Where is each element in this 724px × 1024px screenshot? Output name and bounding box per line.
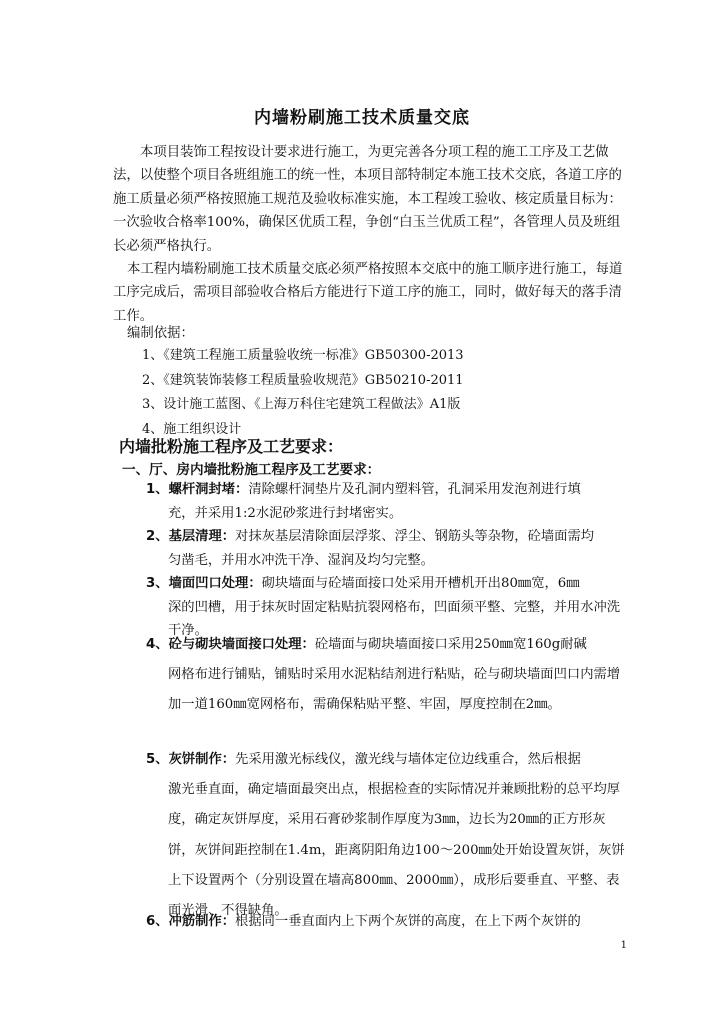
list-item	[146, 630, 631, 719]
item-label: 砼与砌块墙面接口处理：	[168, 637, 315, 652]
basis-list	[142, 344, 464, 442]
item-number: 3、	[146, 576, 169, 591]
item-text: 根据同一垂直面内上下两个灰饼的高度，在上下两个灰饼的	[235, 914, 581, 929]
item-text: 网格布进行铺贴，铺贴时采用水泥粘结剂进行粘贴，砼与砌块墙面凹口内需增加一道160㎜宽网格布，需确保粘贴平整、牢固，厚度控制在2㎜。	[168, 666, 621, 712]
item-text: 先采用激光标线仪，激光线与墙体定位边线重合，然后根据	[235, 752, 581, 767]
item-number: 6、	[146, 914, 169, 929]
basis-item: 3、设计施工蓝图、《上海万科住宅建筑工程做法》A1版	[142, 397, 461, 413]
item-number: 5、	[146, 752, 169, 767]
item-text: 充，并采用1:2水泥砂浆进行封堵密实。	[168, 505, 403, 521]
basis-item: 1、《建筑工程施工质量验收统一标准》GB50300-2013	[142, 348, 464, 363]
intro-paragraph-2-text: 本工程内墙粉刷施工技术质量交底必须严格按照本交底中的施工顺序进行施工，每道工序完成后，需项目部验收合格后方能进行下道工序的施工，同时，做好每天的落手清工作。	[113, 262, 623, 324]
list-item	[146, 478, 631, 525]
item-text: 砌块墙面与砼墙面接口处采用开槽机开出80㎜宽，6㎜	[261, 576, 580, 591]
subsection-heading: 一、厅、房内墙批粉施工程序及工艺要求：	[122, 462, 381, 478]
intro-paragraph-1-text: 本项目装饰工程按设计要求进行施工，为更完善各分项工程的施工工序及工艺做法，以使整个项目各班组施工的统一性，本项目部特制定本施工技术交底，各道工序的施工质量必须严格按照施工规范及验收标准实施，本工程竣工验收、核定质量目标为：一次验收合格率100%，确保区优质工程，争创“白玉兰优质工程”，各管理人员及班组长必须严格执行。	[113, 145, 622, 254]
list-item	[146, 910, 631, 934]
page-number: 1	[620, 940, 627, 951]
basis-item: 4、施工组织设计	[142, 421, 242, 437]
item-label: 冲筋制作：	[168, 914, 236, 929]
section-heading: 内墙批粉施工程序及工艺要求：	[119, 437, 344, 456]
item-text: 深的凹槽，用于抹灰时固定粘贴抗裂网格布，凹面须平整、完整，并用水冲洗干净。	[168, 599, 621, 638]
item-label: 基层清理：	[168, 529, 236, 544]
item-label: 螺杆洞封堵：	[168, 482, 249, 497]
list-item	[146, 525, 631, 572]
item-number: 1、	[146, 482, 169, 497]
basis-item: 2、《建筑装饰装修工程质量验收规范》GB50210-2011	[142, 372, 464, 388]
item-text: 清除螺杆洞垫片及孔洞内塑料管，孔洞采用发泡剂进行填	[248, 482, 581, 497]
intro-paragraph-2	[113, 258, 633, 328]
item-number: 2、	[146, 529, 169, 544]
page-title: 内墙粉刷施工技术质量交底	[254, 108, 470, 128]
item-label: 墙面凹口处理：	[168, 576, 262, 591]
item-text: 对抹灰基层清除面层浮浆、浮尘、钢筋头等杂物，砼墙面需均	[235, 529, 595, 544]
list-item	[146, 745, 631, 926]
intro-paragraph-1	[113, 141, 633, 258]
basis-label: 编制依据：	[127, 326, 194, 341]
item-text: 激光垂直面，确定墙面最突出点，根据检查的实际情况并兼顾批粉的总平均厚度，确定灰饼厚度，采用石膏砂浆制作厚度为3㎜，边长为20㎜的正方形灰饼，灰饼间距控制在1.4m，距离阴阳角边100～200㎜处开始设置灰饼，灰饼上下设置两个（分别设置在墙高800㎜、2000㎜），成形后要垂直、平整、表面光滑、不得缺角。	[168, 782, 625, 919]
item-text: 砼墙面与砌块墙面接口采用250㎜宽160g耐碱	[314, 637, 587, 652]
item-text: 匀凿毛，并用水冲洗干净、湿润及均匀完整。	[168, 552, 434, 568]
item-label: 灰饼制作：	[168, 752, 236, 767]
item-number: 4、	[146, 637, 169, 652]
